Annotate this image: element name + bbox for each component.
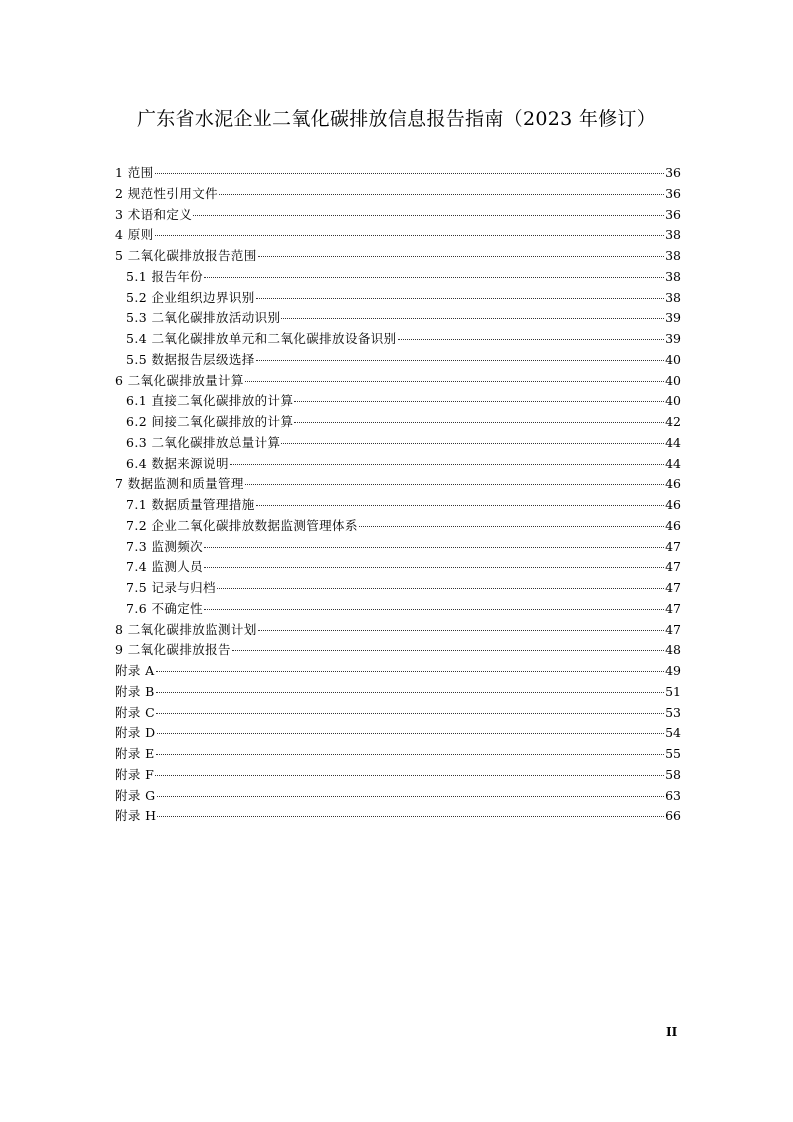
toc-entry-label: 7.2 企业二氧化碳排放数据监测管理体系 bbox=[126, 517, 358, 533]
toc-entry-page: 36 bbox=[665, 206, 681, 222]
toc-entry-page: 36 bbox=[665, 185, 681, 201]
toc-entry-label: 附录 G bbox=[115, 787, 156, 803]
toc-entry[interactable] bbox=[115, 786, 681, 807]
toc-entry-page: 38 bbox=[665, 227, 681, 243]
toc-entry-page: 66 bbox=[665, 808, 681, 824]
toc-entry[interactable] bbox=[115, 267, 681, 288]
toc-dot-leader bbox=[256, 505, 664, 506]
toc-dot-leader bbox=[256, 298, 664, 299]
toc-dot-leader bbox=[204, 567, 664, 568]
toc-entry-page: 47 bbox=[665, 559, 681, 575]
toc-entry-page: 38 bbox=[665, 289, 681, 305]
toc-entry-page: 47 bbox=[665, 600, 681, 616]
toc-entry-page: 48 bbox=[665, 642, 681, 658]
toc-entry[interactable] bbox=[115, 329, 681, 350]
toc-dot-leader bbox=[245, 381, 664, 382]
toc-entry[interactable] bbox=[115, 723, 681, 744]
toc-entry-page: 40 bbox=[665, 351, 681, 367]
toc-entry[interactable] bbox=[115, 454, 681, 475]
toc-dot-leader bbox=[294, 401, 664, 402]
toc-dot-leader bbox=[398, 339, 665, 340]
toc-entry-label: 7 数据监测和质量管理 bbox=[115, 476, 244, 492]
toc-dot-leader bbox=[156, 754, 664, 755]
toc-entry-label: 5.2 企业组织边界识别 bbox=[126, 289, 255, 305]
toc-dot-leader bbox=[232, 650, 664, 651]
toc-entry-label: 2 规范性引用文件 bbox=[115, 185, 219, 201]
toc-entry-page: 36 bbox=[665, 165, 681, 180]
toc-entry-label: 7.5 记录与归档 bbox=[126, 580, 216, 595]
toc-entry-page: 63 bbox=[665, 787, 681, 803]
toc-entry[interactable] bbox=[115, 350, 681, 371]
toc-entry-page: 51 bbox=[665, 683, 681, 699]
toc-entry-label: 9 二氧化碳排放报告 bbox=[115, 642, 231, 658]
toc-entry-page: 39 bbox=[665, 310, 681, 326]
toc-entry[interactable] bbox=[115, 412, 681, 433]
toc-entry-page: 40 bbox=[665, 372, 681, 388]
page-number: II bbox=[666, 1025, 678, 1039]
toc-entry[interactable] bbox=[115, 599, 681, 620]
toc-dot-leader bbox=[156, 713, 664, 714]
toc-dot-leader bbox=[193, 215, 664, 216]
toc-dot-leader bbox=[157, 816, 664, 817]
toc-entry-label: 3 术语和定义 bbox=[115, 206, 193, 222]
toc-entry[interactable] bbox=[115, 391, 681, 412]
toc-entry-label: 5.1 报告年份 bbox=[126, 268, 204, 284]
toc-entry-page: 55 bbox=[665, 746, 681, 761]
toc-entry[interactable] bbox=[115, 288, 681, 309]
toc-entry[interactable] bbox=[115, 640, 681, 661]
toc-dot-leader bbox=[156, 671, 664, 672]
toc-entry-label: 7.6 不确定性 bbox=[126, 600, 204, 616]
toc-entry-label: 6.1 直接二氧化碳排放的计算 bbox=[126, 393, 294, 409]
toc-entry-label: 6.3 二氧化碳排放总量计算 bbox=[126, 434, 281, 450]
toc-entry[interactable] bbox=[115, 620, 681, 641]
toc-entry-label: 5 二氧化碳排放报告范围 bbox=[115, 248, 257, 263]
toc-entry[interactable] bbox=[115, 765, 681, 786]
toc-entry-page: 58 bbox=[665, 766, 681, 782]
toc-entry-label: 附录 A bbox=[115, 663, 155, 678]
toc-entry[interactable] bbox=[115, 578, 681, 599]
toc-entry[interactable] bbox=[115, 308, 681, 329]
toc-dot-leader bbox=[155, 173, 665, 174]
toc-entry[interactable] bbox=[115, 474, 681, 495]
toc-entry[interactable] bbox=[115, 557, 681, 578]
toc-entry-label: 附录 E bbox=[115, 746, 155, 761]
toc-dot-leader bbox=[204, 277, 664, 278]
toc-entry-label: 7.1 数据质量管理措施 bbox=[126, 497, 255, 512]
toc-dot-leader bbox=[155, 235, 665, 236]
toc-entry-page: 40 bbox=[665, 393, 681, 409]
toc-entry-page: 49 bbox=[665, 663, 681, 678]
toc-entry[interactable] bbox=[115, 661, 681, 682]
toc-entry-label: 附录 F bbox=[115, 766, 155, 782]
toc-entry[interactable] bbox=[115, 495, 681, 516]
toc-dot-leader bbox=[157, 796, 665, 797]
toc-dot-leader bbox=[230, 464, 664, 465]
toc-entry[interactable] bbox=[115, 703, 681, 724]
toc-entry-label: 6.4 数据来源说明 bbox=[126, 455, 229, 471]
toc-entry[interactable] bbox=[115, 371, 681, 392]
toc-entry-page: 46 bbox=[665, 476, 681, 492]
toc-entry-label: 4 原则 bbox=[115, 227, 154, 243]
toc-entry[interactable] bbox=[115, 184, 681, 205]
toc-entry[interactable] bbox=[115, 516, 681, 537]
toc-entry-label: 5.5 数据报告层级选择 bbox=[126, 351, 255, 367]
toc-dot-leader bbox=[219, 194, 664, 195]
toc-entry-page: 54 bbox=[665, 725, 681, 741]
toc-dot-leader bbox=[281, 443, 664, 444]
toc-entry[interactable] bbox=[115, 806, 681, 827]
toc-entry-label: 6.2 间接二氧化碳排放的计算 bbox=[126, 414, 294, 429]
toc-entry[interactable] bbox=[115, 205, 681, 226]
toc-dot-leader bbox=[256, 360, 664, 361]
toc-entry-page: 47 bbox=[665, 538, 681, 554]
toc-dot-leader bbox=[157, 733, 664, 734]
toc-dot-leader bbox=[217, 588, 664, 589]
toc-dot-leader bbox=[258, 256, 664, 257]
toc-entry-label: 附录 H bbox=[115, 808, 157, 824]
toc-entry-label: 7.4 监测人员 bbox=[126, 559, 204, 575]
toc-entry[interactable] bbox=[115, 744, 681, 765]
toc-dot-leader bbox=[281, 318, 664, 319]
toc-entry-page: 38 bbox=[665, 248, 681, 263]
toc-dot-leader bbox=[258, 630, 664, 631]
toc-entry[interactable] bbox=[115, 163, 681, 184]
toc-entry-label: 5.3 二氧化碳排放活动识别 bbox=[126, 310, 281, 326]
toc-entry-label: 7.3 监测频次 bbox=[126, 538, 204, 554]
table-of-contents bbox=[115, 163, 681, 827]
toc-entry[interactable] bbox=[115, 682, 681, 703]
toc-entry-page: 46 bbox=[665, 517, 681, 533]
toc-entry-page: 44 bbox=[665, 455, 681, 471]
toc-entry-page: 53 bbox=[665, 704, 681, 720]
toc-dot-leader bbox=[245, 484, 664, 485]
toc-dot-leader bbox=[204, 547, 664, 548]
toc-dot-leader bbox=[359, 526, 664, 527]
toc-entry-page: 47 bbox=[665, 621, 681, 637]
toc-entry-page: 42 bbox=[665, 414, 681, 429]
toc-dot-leader bbox=[204, 609, 664, 610]
toc-dot-leader bbox=[156, 692, 664, 693]
toc-entry-label: 8 二氧化碳排放监测计划 bbox=[115, 621, 257, 637]
toc-entry[interactable] bbox=[115, 225, 681, 246]
toc-entry-page: 47 bbox=[665, 580, 681, 595]
toc-dot-leader bbox=[155, 775, 664, 776]
toc-entry-page: 38 bbox=[665, 268, 681, 284]
toc-entry-label: 1 范围 bbox=[115, 165, 154, 180]
toc-entry-label: 5.4 二氧化碳排放单元和二氧化碳排放设备识别 bbox=[126, 331, 397, 346]
toc-entry-label: 附录 D bbox=[115, 725, 156, 741]
toc-entry-page: 44 bbox=[665, 434, 681, 450]
toc-entry-label: 附录 B bbox=[115, 683, 155, 699]
toc-entry-label: 附录 C bbox=[115, 704, 156, 720]
toc-entry-page: 46 bbox=[665, 497, 681, 512]
toc-entry-label: 6 二氧化碳排放量计算 bbox=[115, 372, 244, 388]
toc-entry-page: 39 bbox=[665, 331, 681, 346]
toc-dot-leader bbox=[294, 422, 664, 423]
toc-entry[interactable] bbox=[115, 246, 681, 267]
toc-entry[interactable] bbox=[115, 537, 681, 558]
document-title: 广东省水泥企业二氧化碳排放信息报告指南（2023 年修订） bbox=[136, 108, 657, 130]
toc-entry[interactable] bbox=[115, 433, 681, 454]
